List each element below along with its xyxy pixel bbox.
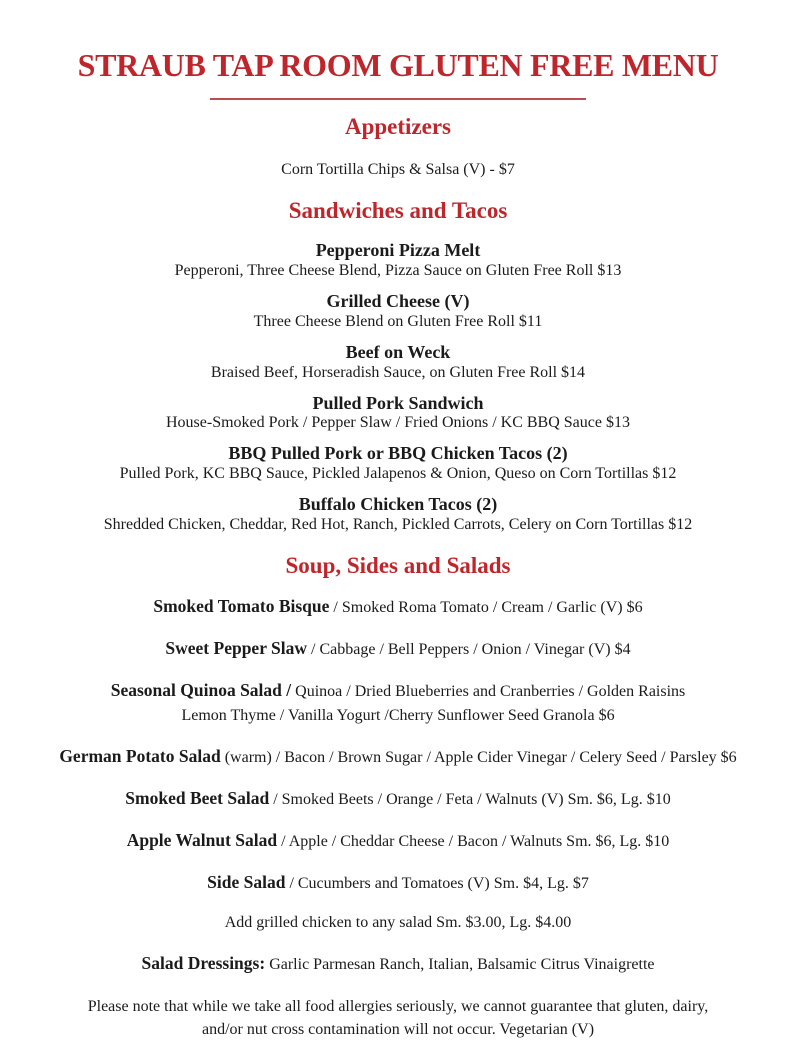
- menu-item-grilled-cheese: [10, 291, 786, 332]
- item-description: / Cabbage / Bell Peppers / Onion / Vinegar (V) $4: [307, 641, 631, 659]
- menu-item-buffalo-chicken-tacos: [10, 494, 786, 535]
- item-description: Pepperoni, Three Cheese Blend, Pizza Sauce on Gluten Free Roll $13: [174, 262, 622, 280]
- menu-item-apple-walnut-salad: [10, 827, 786, 854]
- menu-item-bbq-pulled-pork-or-bbq-chicken-tacos: [10, 443, 786, 484]
- item-description: / Apple / Cheddar Cheese / Bacon / Walnuts Sm. $6, Lg. $10: [277, 833, 670, 851]
- item-name: Pulled Pork Sandwich: [312, 392, 484, 413]
- item-description-line2: Lemon Thyme / Vanilla Yogurt /Cherry Sunflower Seed Granola $6: [181, 707, 615, 725]
- allergy-disclaimer: [10, 996, 786, 1041]
- item-name: Beef on Weck: [345, 341, 451, 362]
- salad-dressings-label: Salad Dressings:: [141, 953, 266, 974]
- item-description: Shredded Chicken, Cheddar, Red Hot, Ranch, Pickled Carrots, Celery on Corn Tortillas $12: [103, 515, 693, 533]
- menu-item-smoked-tomato-bisque: [10, 593, 786, 620]
- item-name: Sweet Pepper Slaw: [165, 638, 308, 659]
- item-name: Side Salad: [207, 872, 286, 893]
- menu-item-pulled-pork-sandwich: [10, 393, 786, 434]
- item-name: Grilled Cheese (V): [326, 291, 470, 312]
- menu-item-german-potato-salad: [10, 743, 786, 770]
- item-description: / Cucumbers and Tomatoes (V) Sm. $4, Lg. $7: [285, 875, 589, 893]
- menu-item-smoked-beet-salad: [10, 785, 786, 812]
- item-name: Smoked Beet Salad: [125, 788, 270, 809]
- item-description: House-Smoked Pork / Pepper Slaw / Fried Onions / KC BBQ Sauce $13: [166, 414, 630, 432]
- allergy-disclaimer-line2: and/or nut cross contamination will not occur. Vegetarian (V): [201, 1020, 595, 1038]
- allergy-disclaimer-line1: Please note that while we take all food allergies seriously, we cannot guarantee that gluten, dairy,: [87, 998, 709, 1016]
- section-appetizers: [10, 113, 786, 181]
- item-name: Pepperoni Pizza Melt: [315, 240, 481, 261]
- section-sandwiches-and-tacos: [10, 197, 786, 535]
- title-divider: [210, 98, 586, 100]
- item-description: Three Cheese Blend on Gluten Free Roll $11: [253, 312, 543, 330]
- item-description: Pulled Pork, KC BBQ Sauce, Pickled Jalapenos & Onion, Queso on Corn Tortillas $12: [119, 464, 677, 482]
- section-heading-sandwiches-and-tacos: Sandwiches and Tacos: [288, 197, 508, 223]
- salad-dressings-text: Garlic Parmesan Ranch, Italian, Balsamic Citrus Vinaigrette: [265, 956, 655, 974]
- item-name: Seasonal Quinoa Salad /: [110, 680, 292, 701]
- section-heading-soup-sides-and-salads: Soup, Sides and Salads: [285, 552, 511, 578]
- item-description: / Smoked Beets / Orange / Feta / Walnuts (V) Sm. $6, Lg. $10: [269, 791, 671, 809]
- menu-item-pepperoni-pizza-melt: [10, 240, 786, 281]
- salad-dressings-line: [10, 950, 786, 977]
- menu-item-side-salad: [10, 869, 786, 896]
- item-name: German Potato Salad: [59, 746, 221, 767]
- menu-item-beef-on-weck: [10, 342, 786, 383]
- item-description: (warm) / Bacon / Brown Sugar / Apple Cider Vinegar / Celery Seed / Parsley $6: [220, 749, 737, 767]
- page-title: STRAUB TAP ROOM GLUTEN FREE MENU: [77, 47, 719, 83]
- item-name: BBQ Pulled Pork or BBQ Chicken Tacos (2): [228, 443, 568, 464]
- menu-item-seasonal-quinoa-salad: [10, 677, 786, 728]
- item-name: Apple Walnut Salad: [126, 830, 278, 851]
- section-heading-appetizers: Appetizers: [344, 114, 452, 140]
- item-description: Braised Beef, Horseradish Sauce, on Gluten Free Roll $14: [210, 363, 586, 381]
- item-description: / Smoked Roma Tomato / Cream / Garlic (V) $6: [329, 599, 643, 617]
- menu-item-sweet-pepper-slaw: [10, 635, 786, 662]
- section-soup-sides-and-salads: [10, 552, 786, 978]
- item-name: Smoked Tomato Bisque: [153, 596, 330, 617]
- item-name: Buffalo Chicken Tacos (2): [298, 493, 498, 514]
- menu-item-corn-tortilla-chips: Corn Tortilla Chips & Salsa (V) - $7: [281, 160, 515, 178]
- item-description: Quinoa / Dried Blueberries and Cranberries / Golden Raisins: [291, 683, 686, 701]
- add-grilled-chicken-note: Add grilled chicken to any salad Sm. $3.00, Lg. $4.00: [224, 914, 572, 932]
